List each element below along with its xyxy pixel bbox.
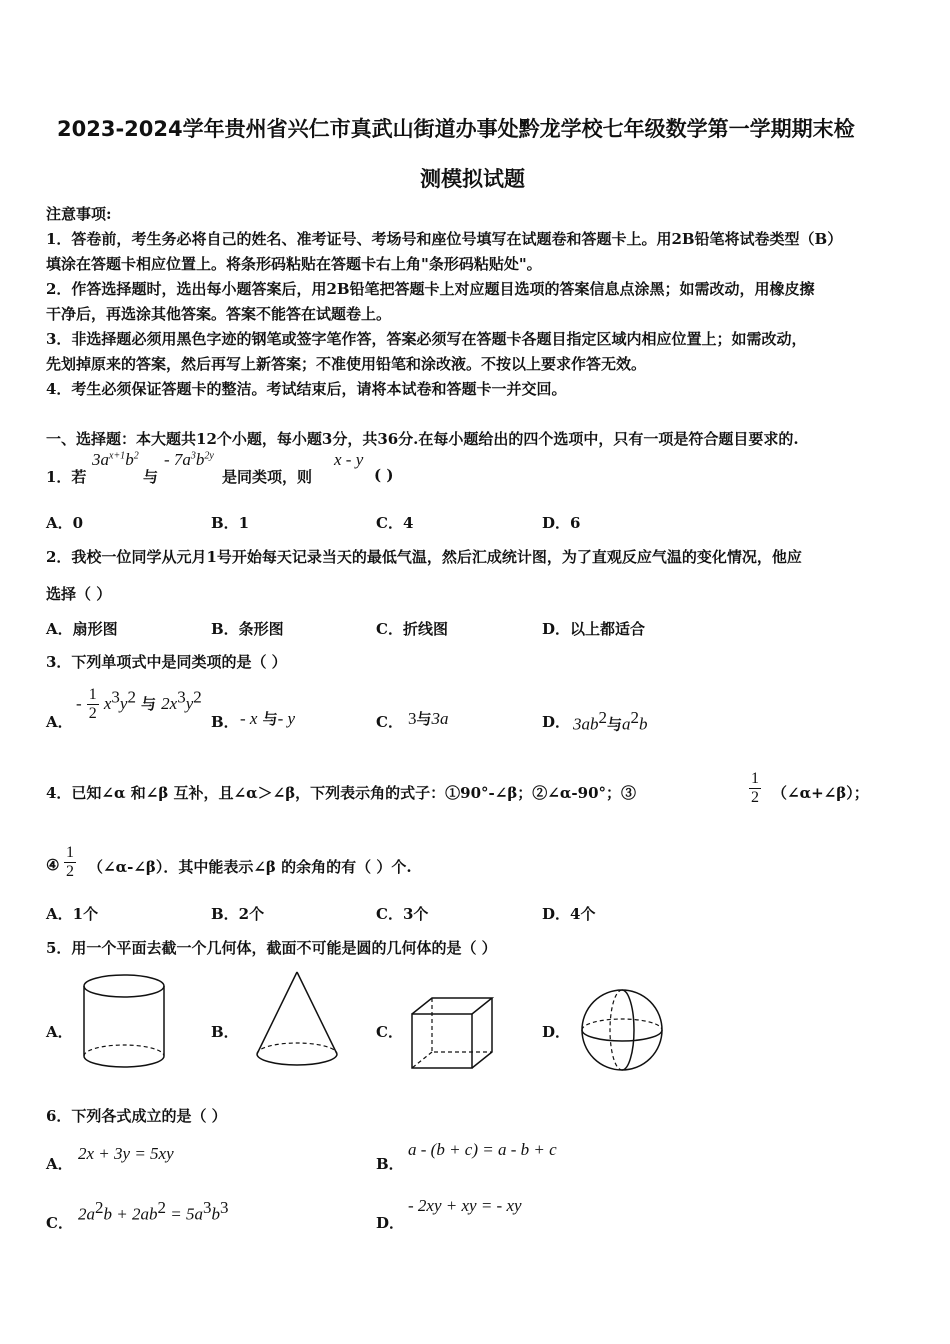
- q3-option-b-label[interactable]: B．: [211, 713, 239, 731]
- q3-stem: 3．下列单项式中是同类项的是（ ）: [46, 653, 287, 671]
- q3-option-d-label[interactable]: D．: [542, 713, 571, 731]
- q2-line1: 2．我校一位同学从元月1号开始每天记录当天的最低气温，然后汇成统计图，为了直观反应气温的变化情况，他应: [46, 548, 802, 566]
- note-2b: 干净后，再选涂其他答案。答案不能答在试题卷上。: [46, 305, 392, 323]
- q4-option-d[interactable]: D．4个: [542, 905, 596, 923]
- q5-option-a-label[interactable]: A．: [46, 1023, 73, 1041]
- q4-fraction-1: $\frac{1}{2}$: [751, 770, 759, 806]
- q1-option-c[interactable]: C．4: [376, 514, 414, 532]
- q4-line1: 4．已知∠α 和∠β 互补，且∠α＞∠β，下列表示角的式子：①90°-∠β；②∠α-90°；③: [46, 784, 637, 802]
- q2-option-d[interactable]: D．以上都适合: [542, 620, 646, 638]
- q6-option-d-label[interactable]: D．: [376, 1214, 405, 1232]
- q6-option-a-label[interactable]: A．: [46, 1155, 73, 1173]
- q1-option-b[interactable]: B．1: [211, 514, 250, 532]
- q4-option-c[interactable]: C．3个: [376, 905, 429, 923]
- page-title-line1: 2023-2024学年贵州省兴仁市真武山街道办事处黔龙学校七年级数学第一学期期末检: [57, 117, 855, 141]
- q1-paren: ( ): [374, 466, 394, 484]
- notes-heading: 注意事项:: [46, 205, 112, 223]
- note-1b: 填涂在答题卡相应位置上。将条形码粘贴在答题卡右上角"条形码粘贴处"。: [46, 255, 542, 273]
- q4-line1-end: （∠α+∠β）；: [772, 784, 869, 802]
- q6-option-b-label[interactable]: B．: [376, 1155, 404, 1173]
- cube-figure[interactable]: [408, 994, 498, 1074]
- q1-post: 是同类项，则: [222, 468, 313, 486]
- note-3b: 先划掉原来的答案，然后再写上新答案；不准使用铅笔和涂改液。不按以上要求作答无效。: [46, 355, 647, 373]
- q1-monomial-1: $3a^{x+1}b^2$: [92, 450, 139, 469]
- q3-option-b-expr[interactable]: - x 与- y: [240, 709, 296, 728]
- q6-stem: 6．下列各式成立的是（ ）: [46, 1107, 227, 1125]
- q5-option-d-label[interactable]: D．: [542, 1023, 571, 1041]
- q5-stem: 5．用一个平面去截一个几何体，截面不可能是圆的几何体的是（ ）: [46, 939, 497, 957]
- q2-option-a[interactable]: A．扇形图: [46, 620, 118, 638]
- q1-mid: 与: [143, 468, 159, 486]
- q6-option-d-expr[interactable]: - 2xy + xy = - xy: [408, 1196, 522, 1215]
- q3-option-c-expr[interactable]: 3与3a: [408, 709, 449, 728]
- q6-option-b-expr[interactable]: a - (b + c) = a - b + c: [408, 1140, 557, 1159]
- note-2a: 2．作答选择题时，选出每小题答案后，用2B铅笔把答题卡上对应题目选项的答案信息点涂黑；如需改动，用橡皮擦: [46, 280, 815, 298]
- q1-option-a[interactable]: A．0: [46, 514, 84, 532]
- page-title-line2: 测模拟试题: [420, 167, 525, 191]
- q1-expression: x - y: [334, 450, 364, 469]
- q3-option-c-label[interactable]: C．: [376, 713, 403, 731]
- q4-option-a[interactable]: A．1个: [46, 905, 99, 923]
- note-1a: 1．答卷前，考生务必将自己的姓名、准考证号、考场号和座位号填写在试题卷和答题卡上。用2B铅笔将试卷类型（B）: [46, 230, 843, 248]
- q3-option-d-expr[interactable]: $3ab^2$与$a^2b$: [573, 708, 648, 734]
- note-3a: 3．非选择题必须用黑色字迹的钢笔或签字笔作答，答案必须写在答题卡各题目指定区域内相应位置上；如需改动，: [46, 330, 807, 348]
- q3-option-a-expr[interactable]: - $\frac{1}{2}$ $x^3y^2$ 与 $2x^3y^2$: [76, 686, 202, 722]
- cylinder-figure[interactable]: [80, 972, 170, 1072]
- q4-option-b[interactable]: B．2个: [211, 905, 265, 923]
- q2-option-c[interactable]: C．折线图: [376, 620, 448, 638]
- section-heading: 一、选择题：本大题共12个小题，每小题3分，共36分.在每小题给出的四个选项中，只有一项是符合题目要求的.: [46, 430, 799, 448]
- sphere-figure[interactable]: [578, 986, 668, 1076]
- q2-option-b[interactable]: B．条形图: [211, 620, 284, 638]
- q4-fraction-2: $\frac{1}{2}$: [66, 844, 74, 880]
- q5-option-c-label[interactable]: C．: [376, 1023, 403, 1041]
- q6-option-a-expr[interactable]: 2x + 3y = 5xy: [78, 1144, 174, 1163]
- q6-option-c-expr[interactable]: $2a^2b + 2ab^2 = 5a^3b^3$: [78, 1198, 229, 1224]
- q5-option-b-label[interactable]: B．: [211, 1023, 239, 1041]
- q1-pre: 1．若: [46, 468, 87, 486]
- q3-option-a-label[interactable]: A．: [46, 713, 73, 731]
- q4-line2-pre: ④: [46, 856, 60, 874]
- q1-monomial-2: - $7a^3b^{2y}$: [164, 450, 214, 469]
- q6-option-c-label[interactable]: C．: [46, 1214, 73, 1232]
- note-4: 4．考生必须保证答题卡的整洁。考试结束后，请将本试卷和答题卡一并交回。: [46, 380, 567, 398]
- q4-line2-post: （∠α-∠β）．其中能表示∠β 的余角的有（ ）个.: [88, 858, 412, 876]
- q2-line2: 选择（ ）: [46, 585, 112, 603]
- q1-option-d[interactable]: D．6: [542, 514, 581, 532]
- cone-figure[interactable]: [252, 968, 342, 1072]
